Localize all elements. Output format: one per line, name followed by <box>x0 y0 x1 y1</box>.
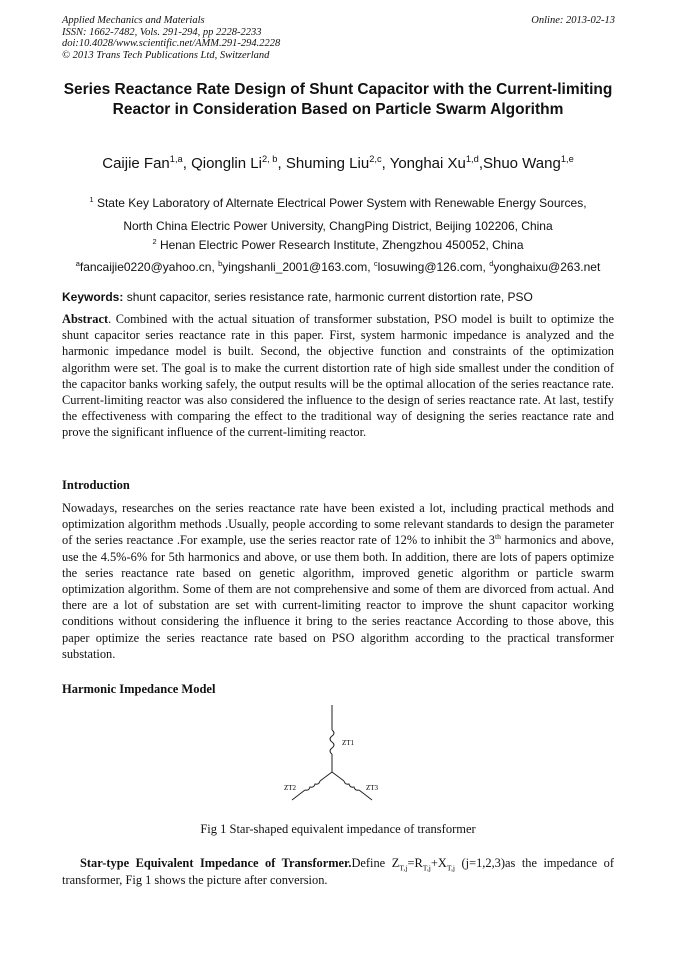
email-list <box>62 260 614 274</box>
formula-subscript: T,j <box>422 863 431 873</box>
email-marker: d <box>489 259 494 268</box>
label-zt2: ZT2 <box>284 784 297 792</box>
affiliation-text: State Key Laboratory of Alternate Electrical Power System with Renewable Energy Sources, <box>96 196 587 210</box>
keywords-line <box>62 290 533 304</box>
affiliation-1-line-1 <box>55 196 621 210</box>
keywords-text: shunt capacitor, series resistance rate, harmonic current distortion rate, PSO <box>123 290 533 304</box>
author-separator: , <box>478 155 483 172</box>
paper-title: Series Reactance Rate Design of Shunt Capacitor with the Current-limiting Reactor in Consideration Based on Particle Swarm Algorithm <box>63 81 613 118</box>
formula-subscript: T,j <box>399 863 408 873</box>
introduction-text: harmonics and above, use the 4.5%-6% for 5th harmonics and above, or use them both. In addition, there are lots of papers optimize the series reactance rate based on genetic algorithm, improved genetic algorithm or particle swarm optimization algorithm. Some of them are not comprehensive and some of them are divorced from actual. And there are a lot of substation are set with current-limiting reactor to improve the shunt capacitor working conditions without considering the influence it bring to the series reactance According to those above, this paper optimize the series reactance rate based on PSO algorithm according to the practical transformer substation. <box>62 533 614 661</box>
email-marker: a <box>75 259 80 268</box>
author-affil-marker: 2, b <box>261 154 278 164</box>
star-type-heading: Star-type Equivalent Impedance of Transformer. <box>80 856 352 870</box>
author-separator: , <box>182 155 192 172</box>
inductor-left <box>305 781 320 790</box>
affiliation-text: Henan Electric Power Research Institute, Zhengzhou 450052, China <box>159 238 524 252</box>
email-marker: b <box>218 259 223 268</box>
author-separator: , <box>381 155 390 172</box>
star-impedance-figure <box>280 700 400 815</box>
label-zt3: ZT3 <box>366 784 379 792</box>
label-zt1: ZT1 <box>342 739 355 747</box>
email-address: yingshanli_2001@163.com, <box>222 260 374 274</box>
branch-left-lead <box>320 772 332 781</box>
harmonic-model-heading: Harmonic Impedance Model <box>62 682 216 696</box>
introduction-heading: Introduction <box>62 478 130 492</box>
affiliation-marker: 2 <box>152 237 157 246</box>
author-list <box>62 155 614 172</box>
star-type-paragraph <box>62 855 614 889</box>
formula-symbol: Z <box>391 856 400 870</box>
inductor-right <box>344 781 359 790</box>
abstract-label: Abstract <box>62 312 109 326</box>
introduction-paragraph <box>62 500 614 662</box>
author-affil-marker: 1,e <box>560 154 574 164</box>
author-name: Qionglin Li <box>191 155 262 172</box>
email-marker: c <box>373 259 378 268</box>
author-affil-marker: 1,d <box>465 154 479 164</box>
inductor-top <box>330 730 334 754</box>
online-date: Online: 2013-02-13 <box>531 15 615 26</box>
formula-symbol: =R <box>407 856 423 870</box>
author-affil-marker: 2,c <box>369 154 382 164</box>
issn-line: ISSN: 1662-7482, Vols. 291-294, pp 2228-2233 <box>62 26 262 38</box>
figure-caption: Fig 1 Star-shaped equivalent impedance of transformer <box>200 822 476 836</box>
author-name: Shuming Liu <box>285 155 370 172</box>
ordinal-suffix: th <box>494 532 501 542</box>
email-address: yonghaixu@263.net <box>493 260 601 274</box>
email-address: losuwing@126.com, <box>377 260 490 274</box>
affiliation-1-line-2: North China Electric Power University, ChangPing District, Beijing 102206, China <box>123 219 553 233</box>
abstract-paragraph <box>62 311 614 441</box>
introduction-text: Nowadays, researches on the series reactance rate have been existed a lot, including practical methods and optimization algorithm methods .Usually, people according to some relevant standards to design the parameter of the series reactance .For example, use the series reactor rate of 12% to inhibit the 3 <box>62 501 614 548</box>
affiliation-2 <box>55 238 621 252</box>
author-name: Shuo Wang <box>482 155 561 172</box>
author-separator: , <box>277 155 286 172</box>
journal-header <box>62 15 280 61</box>
abstract-text: . Combined with the actual situation of transformer substation, PSO model is built to optimize the shunt capacitor series reactance rate in this paper. First, system harmonic impedance is analyzed and the harmonic impedance model is built. Second, the objective function and constraints of the optimization algorithm were set. The goal is to make the current distortion rate of high side smallest under the condition of the capacitor banks working safely, the output results will be the optimal allocation of the series reactance rate. Current-limiting reactor was also considered the influence to the design of series reactance rate. At last, testify the effectiveness with comparing the effect to the traditional way of designing the series reactance rate and prove the significant influence of the current-limiting reactor. <box>62 312 614 440</box>
formula-subscript: T,j <box>446 863 455 873</box>
paragraph-text: (j=1,2,3)as the impedance of transformer, Fig 1 shows the picture after conversion. <box>62 856 614 887</box>
author-affil-marker: 1,a <box>169 154 183 164</box>
copyright-line: © 2013 Trans Tech Publications Ltd, Switzerland <box>62 49 270 61</box>
affiliation-marker: 1 <box>89 195 94 204</box>
formula-symbol: +X <box>430 856 447 870</box>
doi-line: doi:10.4028/www.scientific.net/AMM.291-294.2228 <box>62 38 281 49</box>
journal-name: Applied Mechanics and Materials <box>62 15 205 26</box>
email-address: fancaijie0220@yahoo.cn, <box>79 260 219 274</box>
author-name: Yonghai Xu <box>389 155 466 172</box>
paragraph-text: Define <box>351 856 392 870</box>
keywords-label: Keywords: <box>62 290 124 304</box>
branch-right-lead <box>332 772 344 781</box>
author-name: Caijie Fan <box>102 155 170 172</box>
